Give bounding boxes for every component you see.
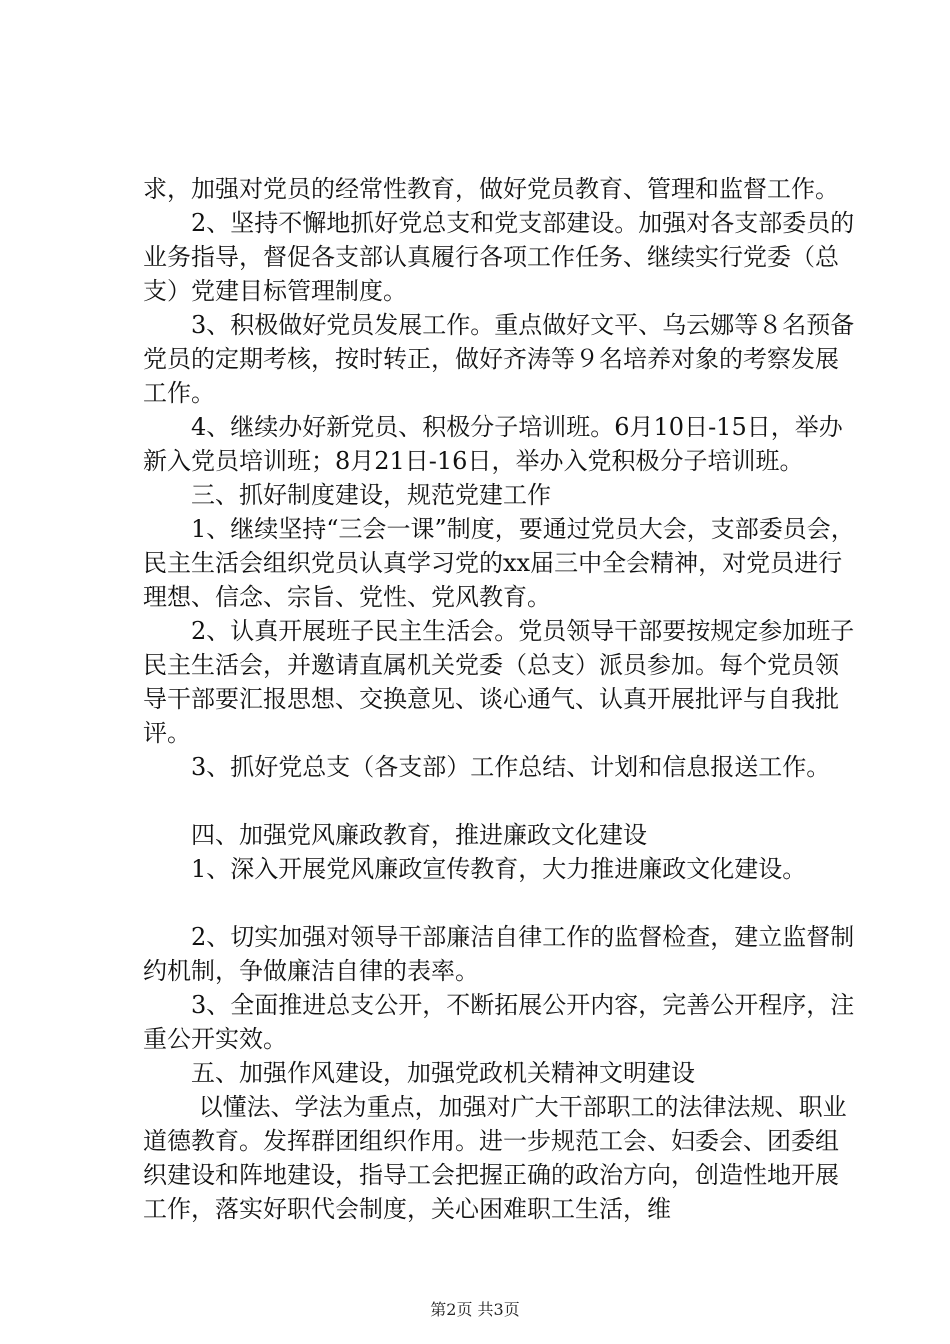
paragraph: 求，加强对党员的经常性教育，做好党员教育、管理和监督工作。 (143, 175, 839, 203)
document-body (143, 172, 858, 1226)
paragraph: 1、继续坚持“三会一课”制度，要通过党员大会，支部委员会，民主生活会组织党员认真学习党的xx届三中全会精神，对党员进行理想、信念、宗旨、党性、党风教育。 (143, 515, 855, 611)
paragraph: 2、认真开展班子民主生活会。党员领导干部要按规定参加班子民主生活会，并邀请直属机关党委（总支）派员参加。每个党员领导干部要汇报思想、交换意见、谈心通气、认真开展批评与自我批评。 (143, 617, 855, 747)
paragraph: 4、继续办好新党员、积极分子培训班。6月10日-15日，举办新入党员培训班；8月21日-16日，举办入党积极分子培训班。 (143, 413, 843, 475)
paragraph: 2、坚持不懈地抓好党总支和党支部建设。加强对各支部委员的业务指导，督促各支部认真履行各项工作任务、继续实行党委（总支）党建目标管理制度。 (143, 209, 855, 305)
section-heading: 五、加强作风建设，加强党政机关精神文明建设 (143, 1059, 695, 1087)
section-heading: 三、抓好制度建设，规范党建工作 (143, 481, 551, 509)
paragraph: 3、积极做好党员发展工作。重点做好文平、乌云娜等８名预备党员的定期考核，按时转正，做好齐涛等９名培养对象的考察发展工作。 (143, 311, 855, 407)
paragraph: 3、抓好党总支（各支部）工作总结、计划和信息报送工作。 (143, 753, 831, 781)
paragraph: 2、切实加强对领导干部廉洁自律工作的监督检查，建立监督制约机制，争做廉洁自律的表率。 (143, 923, 855, 985)
section-heading: 四、加强党风廉政教育，推进廉政文化建设 (143, 821, 647, 849)
blank-line (143, 886, 858, 920)
blank-line (143, 784, 858, 818)
page-number-footer: 第2页 共3页 (430, 1300, 520, 1319)
paragraph: 1、深入开展党风廉政宣传教育，大力推进廉政文化建设。 (143, 855, 807, 883)
paragraph: 3、全面推进总支公开，不断拓展公开内容，完善公开程序，注重公开实效。 (143, 991, 855, 1053)
paragraph: 以懂法、学法为重点，加强对广大干部职工的法律法规、职业道德教育。发挥群团组织作用。进一步规范工会、妇委会、团委组织建设和阵地建设，指导工会把握正确的政治方向，创造性地开展工作，落实好职代会制度，关心困难职工生活，维 (143, 1093, 847, 1223)
